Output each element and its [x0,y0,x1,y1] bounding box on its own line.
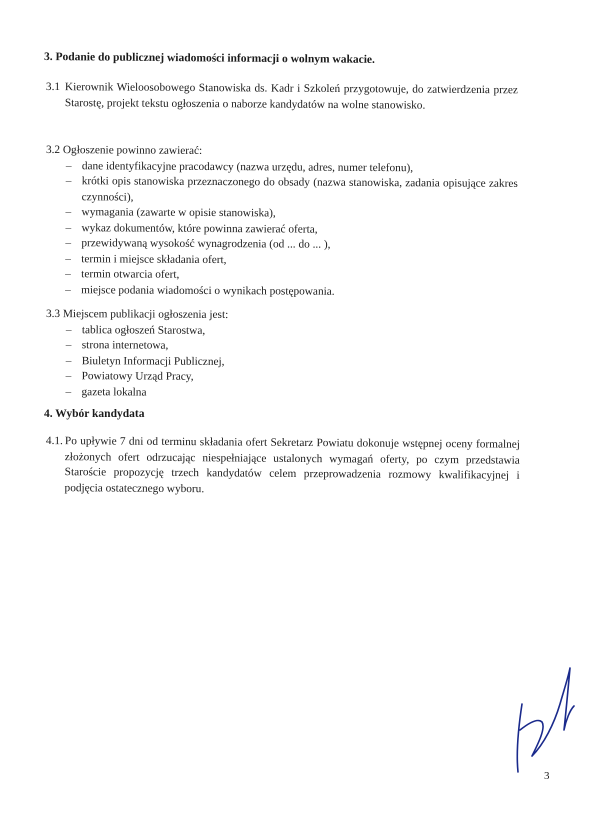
list-item: – dane identyfikacyjne pracodawcy (nazwa urzędu, adres, numer telefonu), [65,159,414,174]
dash-bullet: – [65,159,72,172]
signature-image [508,660,580,778]
paragraph-lead: 3.2 Ogłoszenie powinno zawierać: [45,143,203,157]
paragraph-3-2 [45,143,518,301]
list-item: – Powiatowy Urząd Pracy, [65,370,194,383]
page-number: 3 [544,770,550,782]
list-item: – Biuletyn Informacji Publicznej, [65,354,225,368]
requirements-list [45,158,518,300]
paragraph-text: Kierownik Wieloosobowego Stanowiska ds. Kadr i Szkoleń przygotowuje, do zatwierdzenia przez Starostę, projekt tekstu ogłoszenia o naborze kandydatów na wolne stanowisko. [64,81,518,112]
dash-bullet: – [65,354,72,367]
list-item: – termin i miejsce składania ofert, [65,252,227,266]
dash-bullet: – [65,385,72,398]
list-item: – termin otwarcia ofert, [65,268,180,281]
list-item: – wykaz dokumentów, które powinna zawierać oferta, [65,221,318,236]
section-3-heading: 3. Podanie do publicznej wiadomości informacji o wolnym wakacie. [43,51,375,66]
paragraph-number: 4.1. [45,434,63,448]
list-item: – strona internetowa, [65,339,169,352]
dash-bullet: – [65,370,72,383]
paragraph-3-3 [46,307,518,402]
paragraph-3-1 [46,80,518,114]
paragraph-4-1 [46,434,520,500]
dash-bullet: – [65,252,71,265]
list-item: – wymagania (zawarte w opisie stanowiska), [65,206,276,220]
dash-bullet: – [65,237,72,250]
section-4-heading: 4. Wybór kandydata [44,408,145,420]
list-item: – krótki opis stanowiska przeznaczonego do obsady (nazwa stanowiska, zadania opisujące zakres czynności), [65,175,518,204]
dash-bullet: – [65,175,72,188]
publication-list [46,322,518,402]
dash-bullet: – [65,221,72,234]
list-item: – tablica ogłoszeń Starostwa, [65,323,206,337]
list-item: – miejsce podania wiadomości o wynikach postępowania. [65,283,335,298]
list-item: – przewidywaną wysokość wynagrodzenia (od ... do ... ), [65,237,331,251]
dash-bullet: – [65,206,72,219]
dash-bullet: – [65,268,71,281]
dash-bullet: – [65,339,72,352]
paragraph-lead: 3.3 Miejscem publikacji ogłoszenia jest: [45,308,229,321]
paragraph-number: 3.1 [45,80,61,94]
list-item: – gazeta lokalna [46,384,518,402]
paragraph-text: Po upływie 7 dni od terminu składania ofert Sekretarz Powiatu dokonuje wstępnej oceny formalnej złożonych ofert odrzucając niespełniające ustalonych wymagań oferty, po czym przedstawia Staroście propozycję trzech kandydatów celem przeprowadzenia rozmowy kwalifikacyjnej i podjęcia ostatecznego wyboru. [64,435,520,495]
dash-bullet: – [65,323,72,336]
dash-bullet: – [65,283,71,296]
